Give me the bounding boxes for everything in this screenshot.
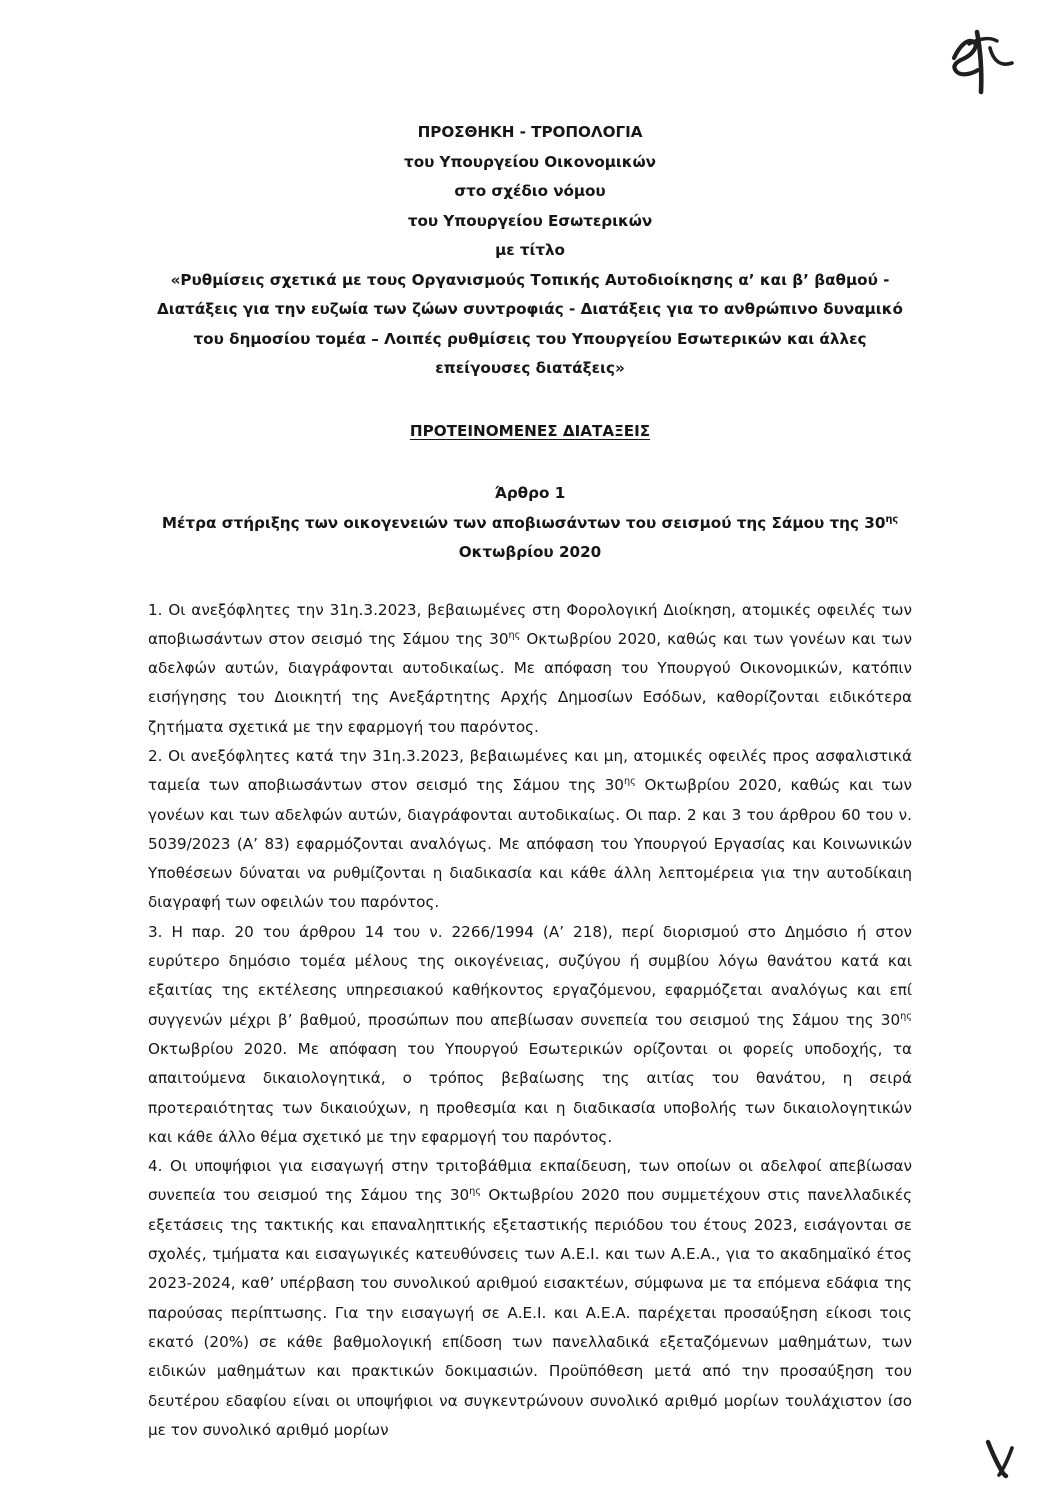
article-title-part-2: Οκτωβρίου 2020 bbox=[458, 543, 602, 561]
paragraph-4-part-1: 4. Οι υποψήφιοι για εισαγωγή στην τριτοβάθμια εκπαίδευση, των οποίων οι αδελφοί απεβίωσαν συνεπεία του σεισμού της Σάμου της 30 bbox=[148, 1157, 912, 1205]
paragraph-1-ordinal: ης bbox=[508, 629, 521, 641]
paragraph-2 bbox=[148, 742, 912, 918]
paragraph-1 bbox=[148, 596, 912, 742]
paragraph-4 bbox=[148, 1152, 912, 1445]
article-title bbox=[148, 509, 912, 568]
paragraph-2-ordinal: ης bbox=[623, 776, 636, 788]
paragraph-4-part-2: Οκτωβρίου 2020 που συμμετέχουν στις πανελλαδικές εξετάσεις της τακτικής και επαναληπτικής εξεταστικής περιόδου του έτους 2023, εισάγονται σε σχολές, τμήματα και εισαγωγικές κατευθύνσεις των Α.Ε.Ι. και των Α.Ε.Α., για το ακαδημαϊκό έτος 2023-2024, καθ’ υπέρβαση του συνολικού αριθμού εισακτέων, σύμφωνα με τα επόμενα εδάφια της παρούσας περίπτωσης. Για την εισαγωγή σε Α.Ε.Ι. και Α.Ε.Α. παρέχεται προσαύξηση είκοσι τοις εκατό (20%) σε κάθε βαθμολογική επίδοση των πανελλαδικά εξεταζόμενων μαθημάτων, των ειδικών μαθημάτων και πρακτικών δοκιμασιών. Προϋπόθεση μετά από την προσαύξηση του δευτέρου εδαφίου είναι οι υποψήφιοι να συγκεντρώνουν συνολικό αριθμό μορίων τουλάχιστον ίσο με τον συνολικό αριθμό μορίων bbox=[148, 1186, 912, 1439]
title-line-5: με τίτλο bbox=[495, 241, 565, 259]
paragraph-3-part-2: Οκτωβρίου 2020. Με απόφαση του Υπουργού Εσωτερικών ορίζονται οι φορείς υποδοχής, τα απαιτούμενα δικαιολογητικά, ο τρόπος βεβαίωσης της αιτίας του θανάτου, η σειρά προτεραιότητας των δικαιούχων, η προθεσμία και η διαδικασία υποβολής των δικαιολογητικών και κάθε άλλο θέμα σχετικό με την εφαρμογή του παρόντος. bbox=[148, 1039, 912, 1146]
paragraph-4-ordinal: ης bbox=[469, 1186, 482, 1198]
handwritten-page-mark-icon bbox=[968, 1428, 1028, 1484]
title-block bbox=[148, 0, 912, 384]
body-paragraphs bbox=[148, 596, 912, 1446]
title-line-1: ΠΡΟΣΘΗΚΗ - ΤΡΟΠΟΛΟΓΙΑ bbox=[417, 123, 643, 141]
article-title-part-1: Μέτρα στήριξης των οικογενειών των αποβιωσάντων του σεισμού της Σάμου της 30 bbox=[161, 513, 886, 532]
document-content bbox=[148, 0, 912, 1445]
paragraph-3 bbox=[148, 918, 912, 1152]
bill-title: «Ρυθμίσεις σχετικά με τους Οργανισμούς Τοπικής Αυτοδιοίκησης α’ και β’ βαθμού - Διατάξεις για την ευζωία των ζώων συντροφιάς - Διατάξεις για το ανθρώπινο δυναμικό του δημοσίου τομέα – Λοιπές ρυθμίσεις του Υπουργείου Εσωτερικών και άλλες επείγουσες διατάξεις» bbox=[157, 270, 903, 377]
article-title-ordinal: ης bbox=[885, 513, 899, 525]
paragraph-2-part-1: 2. Οι ανεξόφλητες κατά την 31η.3.2023, βεβαιωμένες και μη, ατομικές οφειλές προς ασφαλιστικά ταμεία των αποβιωσάντων στον σεισμό της Σάμου της 30 bbox=[148, 746, 912, 795]
title-line-2: του Υπουργείου Οικονομικών bbox=[404, 152, 656, 171]
paragraph-1-part-1: 1. Οι ανεξόφλητες την 31η.3.2023, βεβαιωμένες στη Φορολογική Διοίκηση, ατομικές οφειλές των αποβιωσάντων στον σεισμό της Σάμου της 30 bbox=[148, 600, 912, 648]
article-number: Άρθρο 1 bbox=[494, 484, 566, 502]
proposed-provisions-heading bbox=[148, 417, 912, 447]
handwritten-signature-icon bbox=[930, 18, 1040, 100]
proposed-provisions-heading-text: ΠΡΟΤΕΙΝΟΜΕΝΕΣ ΔΙΑΤΑΞΕΙΣ bbox=[409, 421, 651, 440]
paragraph-1-part-2: Οκτωβρίου 2020, καθώς και των γονέων και των αδελφών αυτών, διαγράφονται αυτοδικαίως. Με απόφαση του Υπουργού Οικονομικών, κατόπιν εισήγησης του Διοικητή της Ανεξάρτητης Αρχής Δημοσίων Εσόδων, καθορίζονται ειδικότερα ζητήματα σχετικά με την εφαρμογή του παρόντος. bbox=[148, 629, 912, 736]
paragraph-3-ordinal: ης bbox=[900, 1010, 912, 1022]
paragraph-2-part-2: Οκτωβρίου 2020, καθώς και των γονέων και των αδελφών αυτών, διαγράφονται αυτοδικαίως. Οι παρ. 2 και 3 του άρθρου 60 του ν. 5039/2023 (Α’ 83) εφαρμόζονται αναλόγως. Με απόφαση του Υπουργού Εργασίας και Κοινωνικών Υποθέσεων δύναται να ρυθμίζονται η διαδικασία και κάθε άλλη λεπτομέρεια για την αυτοδίκαιη διαγραφή των οφειλών του παρόντος. bbox=[148, 776, 912, 912]
title-line-4: του Υπουργείου Εσωτερικών bbox=[407, 211, 653, 230]
title-line-3: στο σχέδιο νόμου bbox=[454, 182, 606, 200]
paragraph-3-part-1: 3. Η παρ. 20 του άρθρου 14 του ν. 2266/1994 (Α’ 218), περί διορισμού στο Δημόσιο ή στον ευρύτερο δημόσιο τομέα μέλους της οικογένειας, συζύγου ή συμβίου λόγω θανάτου κατά και εξαιτίας της εκτέλεσης υπηρεσιακού καθήκοντος εργαζόμενου, εφαρμόζεται αναλόγως και επί συγγενών μέχρι β’ βαθμού, προσώπων που απεβίωσαν συνεπεία του σεισμού της Σάμου της 30 bbox=[148, 922, 912, 1029]
